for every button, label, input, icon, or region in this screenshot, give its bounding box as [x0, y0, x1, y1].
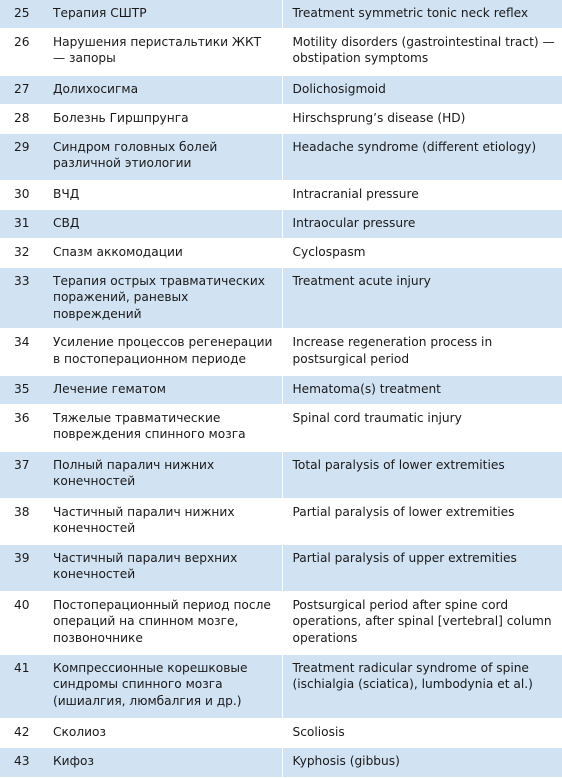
row-number: 43 [0, 747, 42, 777]
row-number: 28 [0, 104, 42, 133]
russian-term: Долихосигма [42, 75, 282, 104]
table-row [0, 544, 562, 591]
row-number: 40 [0, 591, 42, 654]
english-term: Partial paralysis of lower extremities [282, 498, 562, 544]
russian-term: Нарушения перистальтики ЖКТ — запоры [42, 28, 282, 75]
table-row [0, 180, 562, 209]
row-number: 37 [0, 451, 42, 498]
russian-term: Частичный паралич верхних конечностей [42, 544, 282, 591]
english-term: Cyclospasm [282, 238, 562, 267]
english-term: Postsurgical period after spine cord operations, after spinal [vertebral] column operations [282, 591, 562, 654]
russian-term: Тяжелые травматические повреждения спинного мозга [42, 404, 282, 451]
row-number: 27 [0, 75, 42, 104]
row-number: 38 [0, 498, 42, 544]
row-number: 36 [0, 404, 42, 451]
table-row [0, 654, 562, 718]
english-term: Hirschsprung’s disease (HD) [282, 104, 562, 133]
table-row [0, 747, 562, 777]
row-number: 25 [0, 0, 42, 28]
russian-term: Спазм аккомодации [42, 238, 282, 267]
table-row [0, 498, 562, 544]
russian-term: Сколиоз [42, 718, 282, 747]
table-row [0, 404, 562, 451]
russian-term: Кифоз [42, 747, 282, 777]
table-row [0, 591, 562, 654]
english-term: Total paralysis of lower extremities [282, 451, 562, 498]
english-term: Intraocular pressure [282, 209, 562, 238]
english-term: Spinal cord traumatic injury [282, 404, 562, 451]
table-row [0, 28, 562, 75]
row-number: 42 [0, 718, 42, 747]
row-number: 32 [0, 238, 42, 267]
row-number: 31 [0, 209, 42, 238]
table-row [0, 209, 562, 238]
russian-term: Полный паралич нижних конечностей [42, 451, 282, 498]
table-row [0, 75, 562, 104]
russian-term: Усиление процессов регенерации в постоперационном периоде [42, 329, 282, 376]
row-number: 33 [0, 267, 42, 329]
russian-term: ВЧД [42, 180, 282, 209]
russian-term: Постоперационный период после операций на спинном мозге, позвоночнике [42, 591, 282, 654]
table-row [0, 267, 562, 329]
row-number: 26 [0, 28, 42, 75]
table-row [0, 133, 562, 180]
english-term: Kyphosis (gibbus) [282, 747, 562, 777]
table-row [0, 104, 562, 133]
table-row [0, 451, 562, 498]
english-term: Headache syndrome (different etiology) [282, 133, 562, 180]
english-term: Partial paralysis of upper extremities [282, 544, 562, 591]
english-term: Hematoma(s) treatment [282, 376, 562, 405]
english-term: Increase regeneration process in postsurgical period [282, 329, 562, 376]
row-number: 29 [0, 133, 42, 180]
table-row [0, 238, 562, 267]
russian-term: СВД [42, 209, 282, 238]
english-term: Scoliosis [282, 718, 562, 747]
russian-term: Болезнь Гиршпрунга [42, 104, 282, 133]
english-term: Treatment symmetric tonic neck reflex [282, 0, 562, 28]
table-row [0, 329, 562, 376]
english-term: Motility disorders (gastrointestinal tract) — obstipation symptoms [282, 28, 562, 75]
english-term: Intracranial pressure [282, 180, 562, 209]
row-number: 34 [0, 329, 42, 376]
table-row [0, 718, 562, 747]
russian-term: Частичный паралич нижних конечностей [42, 498, 282, 544]
russian-term: Терапия СШТР [42, 0, 282, 28]
row-number: 30 [0, 180, 42, 209]
russian-term: Лечение гематом [42, 376, 282, 405]
russian-term: Компрессионные корешковые синдромы спинного мозга (ишиалгия, люмбалгия и др.) [42, 654, 282, 718]
table-row [0, 0, 562, 28]
table-row [0, 376, 562, 405]
row-number: 41 [0, 654, 42, 718]
english-term: Treatment radicular syndrome of spine (ischialgia (sciatica), lumbodynia et al.) [282, 654, 562, 718]
russian-term: Терапия острых травматических поражений, раневых повреждений [42, 267, 282, 329]
row-number: 39 [0, 544, 42, 591]
row-number: 35 [0, 376, 42, 405]
english-term: Treatment acute injury [282, 267, 562, 329]
english-term: Dolichosigmoid [282, 75, 562, 104]
russian-term: Синдром головных болей различной этиологии [42, 133, 282, 180]
